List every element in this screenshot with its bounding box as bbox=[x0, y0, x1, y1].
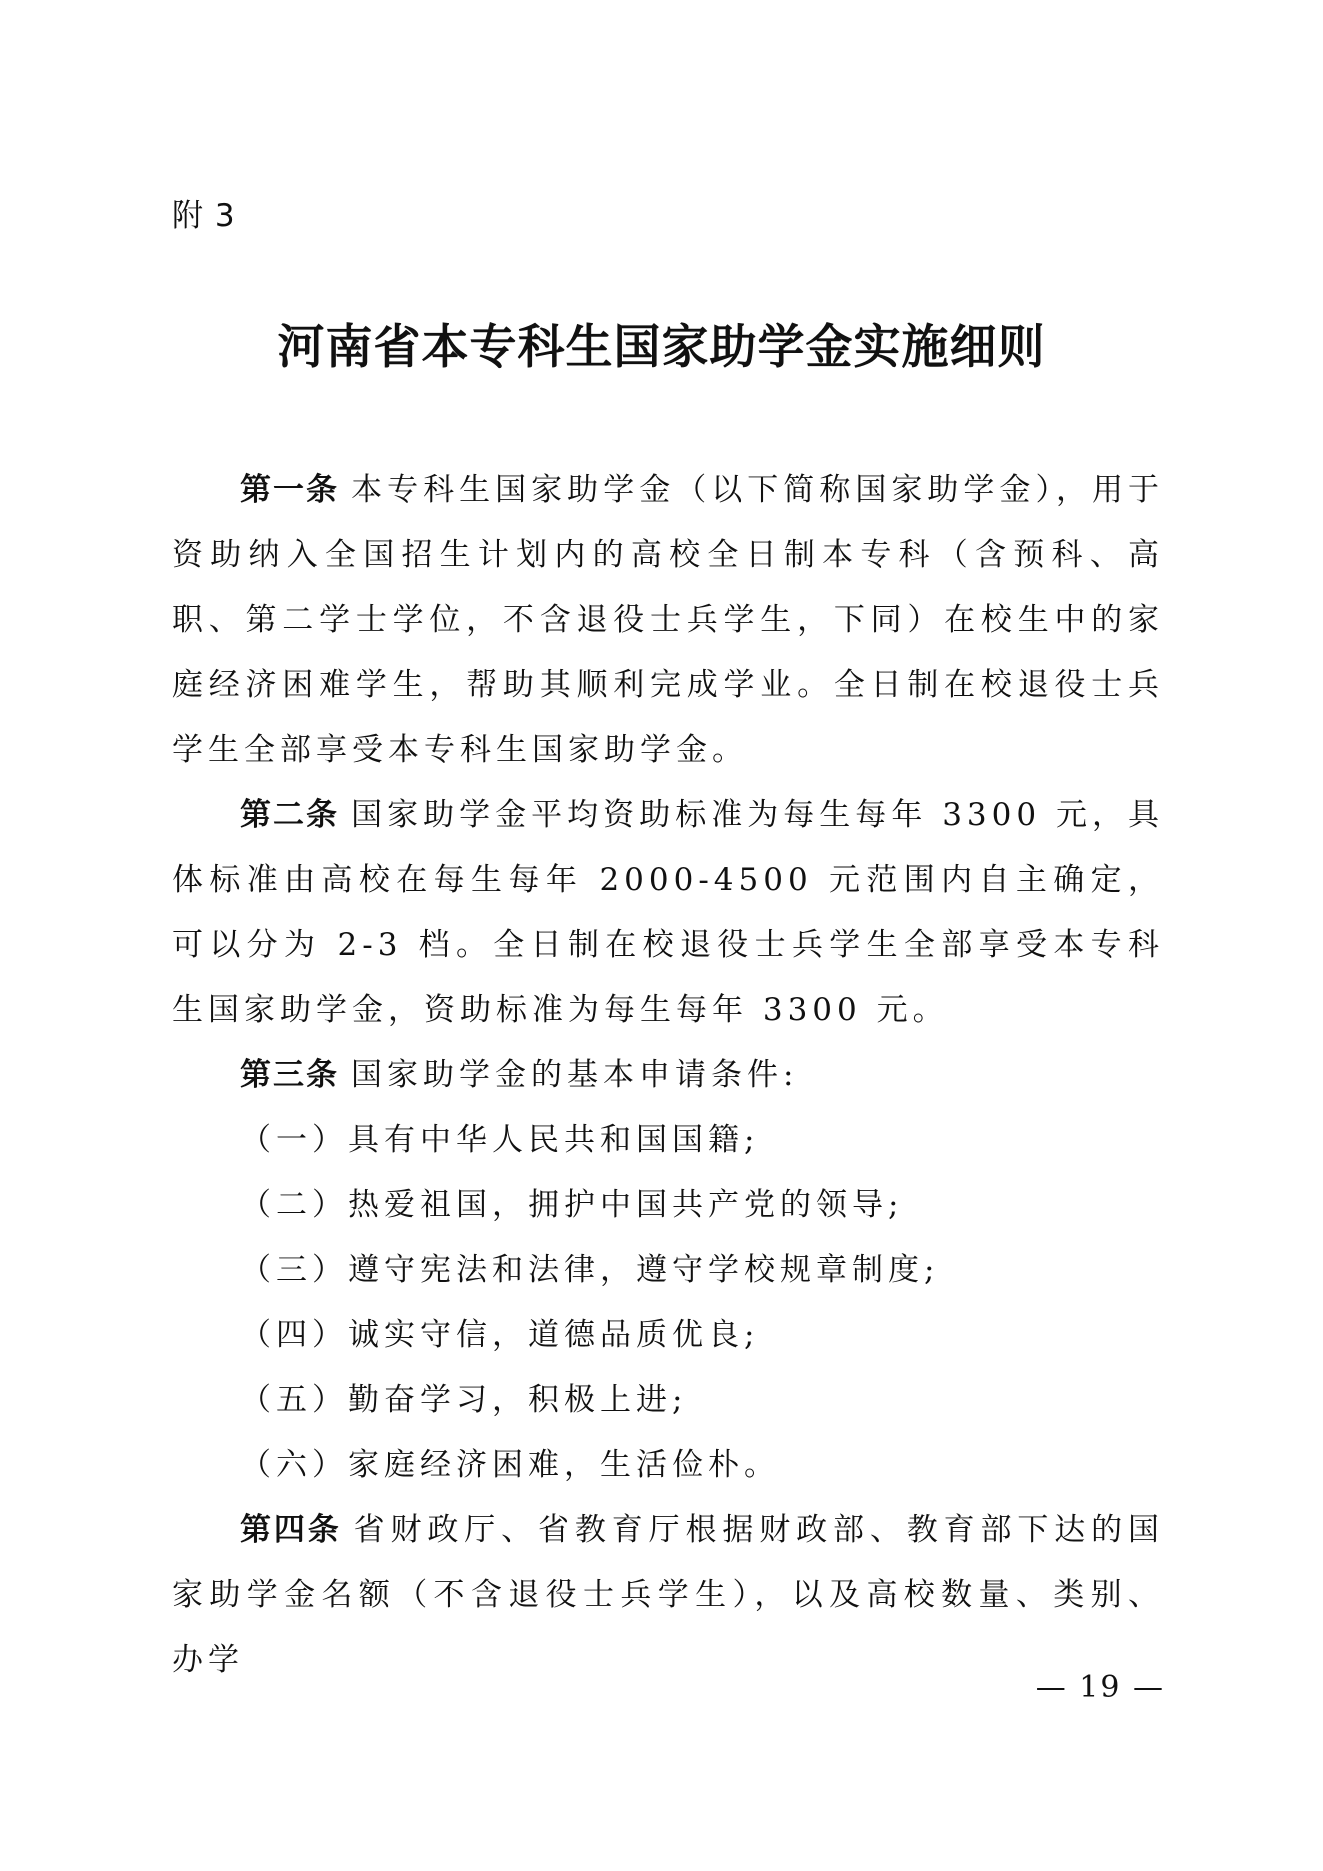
document-body bbox=[172, 458, 1164, 1693]
article-text: 国家助学金平均资助标准为每生每年 3300 元，具体标准由高校在每生每年 2000-4500 元范围内自主确定，可以分为 2-3 档。全日制在校退役士兵学生全部享受本专科生国家助学金，资助标准为每生每年 3300 元。 bbox=[172, 797, 1165, 1028]
condition-item: （五）勤奋学习，积极上进; bbox=[240, 1382, 688, 1418]
page-number: — 19 — bbox=[1035, 1670, 1165, 1705]
condition-item: （一）具有中华人民共和国国籍; bbox=[240, 1122, 760, 1158]
article-label: 第二条 bbox=[240, 797, 340, 833]
document-title: 河南省本专科生国家助学金实施细则 bbox=[277, 320, 1046, 375]
article-label: 第一条 bbox=[240, 472, 340, 508]
condition-item: （三）遵守宪法和法律，遵守学校规章制度; bbox=[240, 1252, 940, 1288]
article-label: 第四条 bbox=[240, 1512, 342, 1548]
condition-item: （六）家庭经济困难，生活俭朴。 bbox=[240, 1447, 780, 1483]
article-paragraph bbox=[172, 1043, 1164, 1108]
article-paragraph bbox=[172, 783, 1164, 1043]
article-text: 省财政厅、省教育厅根据财政部、教育部下达的国家助学金名额（不含退役士兵学生），以及高校数量、类别、办学 bbox=[172, 1512, 1164, 1678]
article-paragraph bbox=[172, 1498, 1164, 1693]
article-text: 国家助学金的基本申请条件: bbox=[351, 1057, 799, 1093]
attachment-label: 附 3 bbox=[172, 198, 236, 234]
article-paragraph bbox=[172, 458, 1164, 783]
condition-item: （四）诚实守信，道德品质优良; bbox=[240, 1317, 760, 1353]
article-label: 第三条 bbox=[240, 1057, 339, 1093]
article-text: 本专科生国家助学金（以下简称国家助学金），用于资助纳入全国招生计划内的高校全日制本专科（含预科、高职、第二学士学位，不含退役士兵学生，下同）在校生中的家庭经济困难学生，帮助其顺利完成学业。全日制在校退役士兵学生全部享受本专科生国家助学金。 bbox=[172, 472, 1165, 768]
condition-item: （二）热爱祖国，拥护中国共产党的领导; bbox=[240, 1187, 904, 1223]
